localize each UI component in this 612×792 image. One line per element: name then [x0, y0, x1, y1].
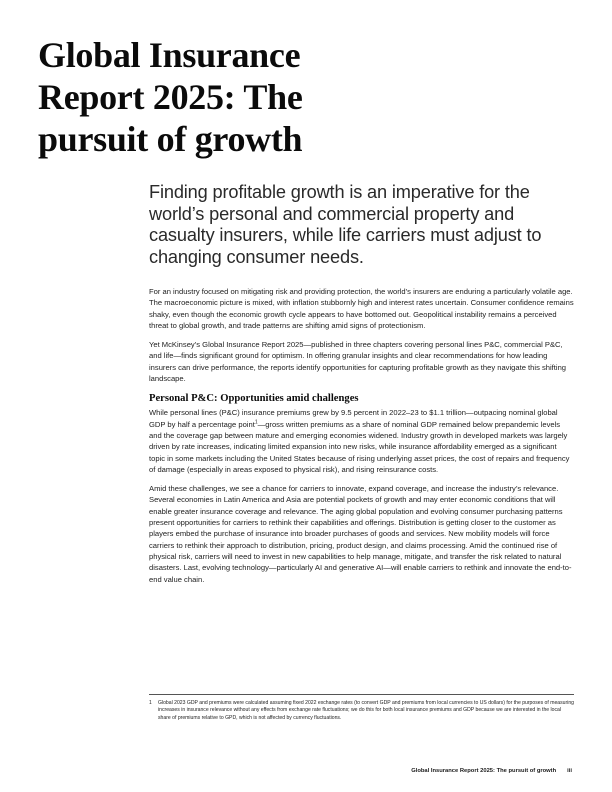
main-content: [149, 182, 574, 593]
report-title: Global Insurance Report 2025: The pursuit of growth: [38, 35, 303, 159]
footnote-mark: 1: [149, 700, 152, 706]
subtitle: Finding profitable growth is an imperative for the world’s personal and commercial property and casualty insurers, while life carriers must adjust to changing consumer needs.: [149, 182, 542, 267]
section-heading: Personal P&C: Opportunities amid challenges: [149, 393, 359, 405]
paragraph-text: —gross written premiums as a share of nominal GDP remained below prepandemic levels and the coverage gap between mature and emerging economies widened. Industry growth in developed markets was largely driven by rate increases, indicating limited expansion into new risks, while insurance affordability emerged as a significant topic in some markets including the United States because of rising underlying asset prices, the cost of repairs and frequency of damage (especially in areas exposed to physical risk), and rising reinsurance costs.: [149, 419, 570, 474]
intro-paragraph-2: Yet McKinsey’s Global Insurance Report 2025—published in three chapters covering personal lines P&C, commercial P&C, and life—finds significant ground for optimism. In offering granular insights and clear recommendations for how leading insurers can drive performance, the reports identify opportunities for capturing profitable growth as they navigate this shifting landscape.: [149, 340, 567, 384]
page-footer: [411, 768, 572, 774]
footer-title: Global Insurance Report 2025: The pursuit of growth: [411, 768, 557, 774]
footnote: [149, 700, 574, 722]
page-number: iii: [567, 768, 572, 774]
section-paragraph-1: [149, 407, 574, 475]
footnote-text: Global 2023 GDP and premiums were calculated assuming fixed 2022 exchange rates (to convert GDP and premiums from local currencies to US dollars) for the purposes of measuring increases in insurance relevance without any effects from exchange rate fluctuations; we do this for both local insurance premiums and GDP because we are interested in the local share of premiums relative to GPD, which is not affected by currency fluctuations.: [158, 700, 575, 721]
intro-paragraph-1: For an industry focused on mitigating risk and providing protection, the world’s insurers are enduring a particularly volatile age. The macroeconomic picture is mixed, with inflation stubbornly high and interest rates uncertain. Consumer confidence remains shaky, even though the economic growth cycle appears to have bottomed out. Geopolitical instability remains a perceived threat to global growth, and trade patterns are shifting amid signs of protectionism.: [149, 287, 574, 330]
footnote-divider: [149, 694, 574, 695]
section-paragraph-2: Amid these challenges, we see a chance for carriers to innovate, expand coverage, and increase the industry’s relevance. Several economies in Latin America and Asia are potential pockets of growth and may enter economic conditions that will enable greater insurance coverage and relevance. The aging global population and evolving consumer purchasing patterns present opportunities for carriers to rethink their capabilities and offerings. Distribution is getting closer to the customer as players embed the purchase of insurance into broader purchases of goods and services. New mobility models will force carriers to rethink their approach to distribution, pricing, product design, and claims processing. Amid the continued rise of physical risk, carriers will need to invest in new capabilities to help manage, mitigate, and transfer the risk related to natural disasters. Last, evolving technology—particularly AI and generative AI—will enable carriers to rethink and innovate the end-to-end value chain.: [149, 484, 572, 584]
footnote-reference[interactable]: 1: [254, 419, 258, 426]
paragraph-text: While personal lines (P&C) insurance premiums grew by 9.5 percent in 2022–23 to $1.1 trillion—outpacing nominal global GDP by half a percentage point: [149, 408, 558, 429]
